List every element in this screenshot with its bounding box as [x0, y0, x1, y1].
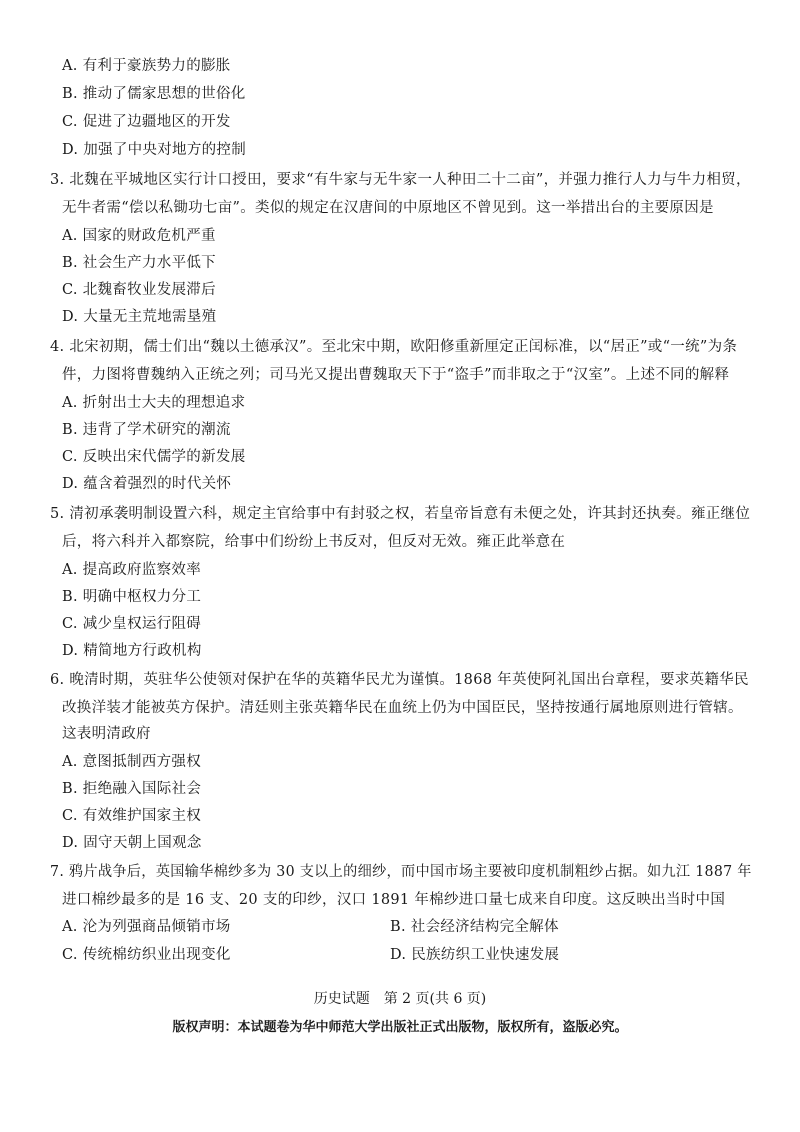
q2-option-d: D. 加强了中央对地方的控制 — [62, 142, 247, 158]
q6-option-d: D. 固守天朝上国观念 — [62, 835, 202, 851]
q3-stem-line2: 无牛者需“偿以私锄功七亩”。类似的规定在汉唐间的中原地区不曾见到。这一举措出台的主要原因是 — [62, 200, 714, 216]
q3-option-c: C. 北魏畜牧业发展滞后 — [62, 282, 216, 298]
q6-stem-line1: 6. 晚清时期，英驻华公使领对保护在华的英籍华民尤为谨慎。1868 年英使阿礼国出台章程，要求英籍华民 — [50, 672, 749, 688]
q7-stem-line2: 进口棉纱最多的是 16 支、20 支的印纱，汉口 1891 年棉纱进口量七成来自印度。这反映出当时中国 — [62, 892, 726, 908]
q7-option-c: C. 传统棉纺织业出现变化 — [62, 947, 231, 963]
q5-stem-line1: 5. 清初承袭明制设置六科，规定主官给事中有封驳之权，若皇帝旨意有未便之处，许其封还执奏。雍正继位 — [50, 506, 751, 522]
q2-option-b: B. 推动了儒家思想的世俗化 — [62, 86, 246, 102]
q5-option-d: D. 精简地方行政机构 — [62, 643, 202, 659]
q4-option-d: D. 蕴含着强烈的时代关怀 — [62, 476, 232, 492]
q5-stem-line2: 后，将六科并入都察院，给事中们纷纷上书反对，但反对无效。雍正此举意在 — [62, 534, 566, 550]
q7-stem-line1: 7. 鸦片战争后，英国输华棉纱多为 30 支以上的细纱，而中国市场主要被印度机制粗纱占据。如九江 1887 年 — [50, 864, 752, 880]
q5-option-b: B. 明确中枢权力分工 — [62, 589, 202, 605]
q6-stem-line3: 这表明清政府 — [62, 726, 151, 742]
q3-option-b: B. 社会生产力水平低下 — [62, 255, 216, 271]
q3-option-d: D. 大量无主荒地需垦殖 — [62, 309, 217, 325]
q4-stem-line2: 件，力图将曹魏纳入正统之列；司马光又提出曹魏取天下于“盗手”而非取之于“汉室”。上述不同的解释 — [62, 367, 730, 383]
q2-option-c: C. 促进了边疆地区的开发 — [62, 114, 231, 130]
q5-option-c: C. 减少皇权运行阻碍 — [62, 616, 202, 632]
q7-option-d: D. 民族纺织工业快速发展 — [390, 947, 560, 963]
q7-option-a: A. 沦为列强商品倾销市场 — [62, 919, 231, 935]
q2-option-a: A. 有利于豪族势力的膨胀 — [62, 58, 231, 74]
q4-option-b: B. 违背了学术研究的潮流 — [62, 422, 231, 438]
q6-stem-line2: 改换洋装才能被英方保护。清廷则主张英籍华民在血统上仍为中国臣民，坚持按通行属地原则进行管辖。 — [62, 700, 743, 716]
q7-option-b: B. 社会经济结构完全解体 — [390, 919, 559, 935]
q3-option-a: A. 国家的财政危机严重 — [62, 228, 216, 244]
page-footer-label: 历史试题 第 2 页(共 6 页) — [313, 991, 487, 1007]
q6-option-a: A. 意图抵制西方强权 — [62, 754, 201, 770]
q6-option-b: B. 拒绝融入国际社会 — [62, 781, 202, 797]
copyright-notice: 版权声明：本试题卷为华中师范大学出版社正式出版物，版权所有，盗版必究。 — [172, 1020, 628, 1035]
q5-option-a: A. 提高政府监察效率 — [62, 562, 201, 578]
q4-option-a: A. 折射出士大夫的理想追求 — [62, 395, 246, 411]
q4-stem-line1: 4. 北宋初期，儒士们出“魏以土德承汉”。至北宋中期，欧阳修重新厘定正闰标准，以“居正”或“一统”为条 — [50, 339, 738, 355]
q4-option-c: C. 反映出宋代儒学的新发展 — [62, 449, 246, 465]
q3-stem-line1: 3. 北魏在平城地区实行计口授田，要求“有牛家与无牛家一人种田二十二亩”，并强力推行人力与牛力相贸， — [50, 172, 751, 188]
q6-option-c: C. 有效维护国家主权 — [62, 808, 202, 824]
